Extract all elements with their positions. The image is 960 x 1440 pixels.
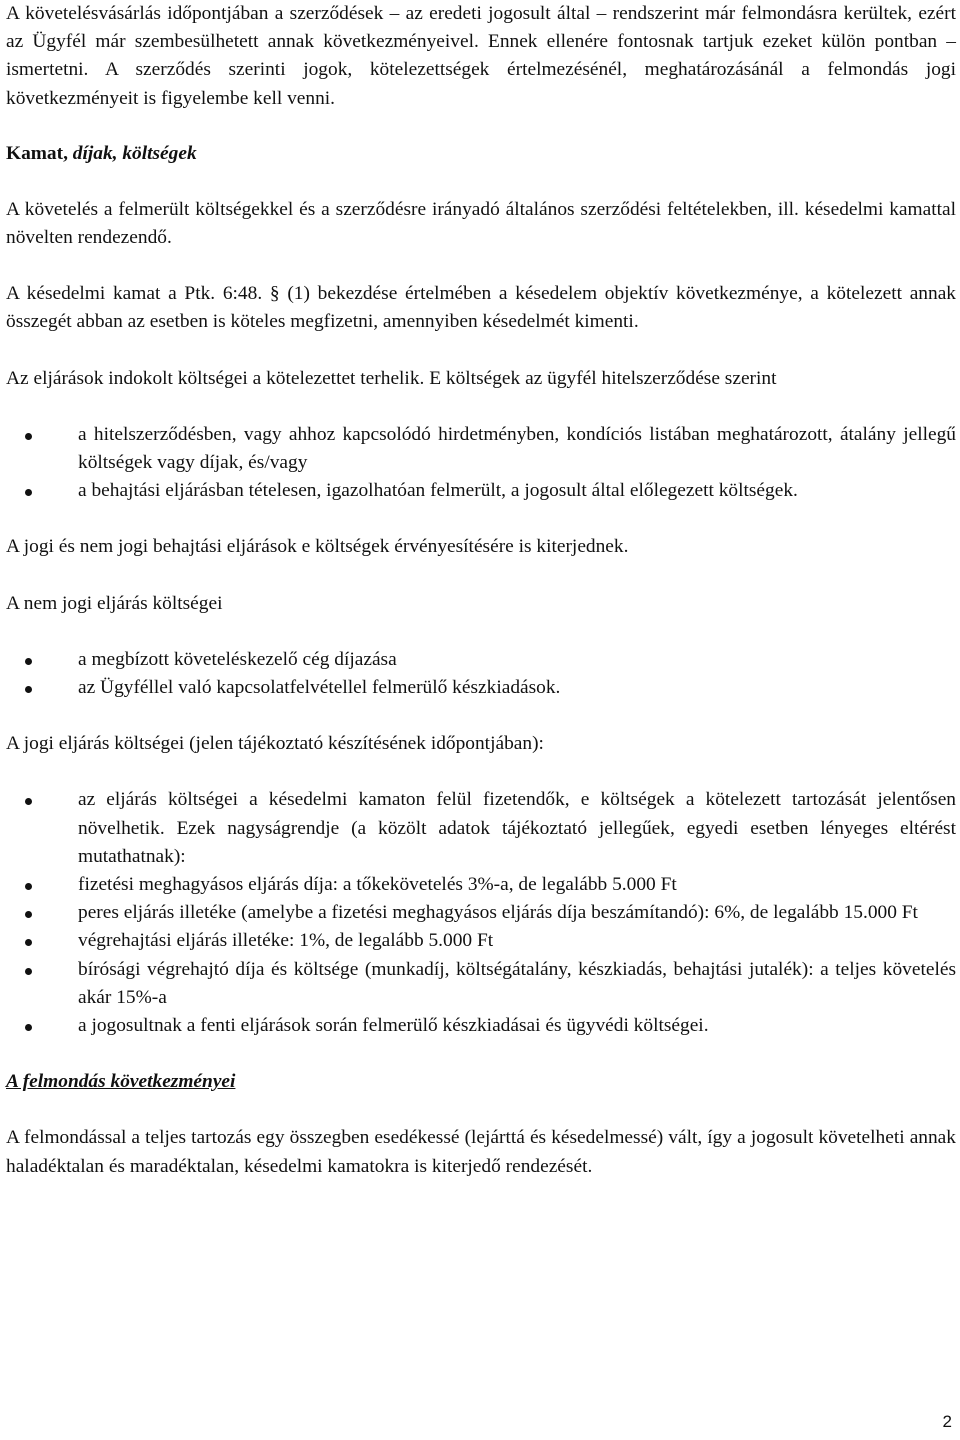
list-item-text: a jogosultnak a fenti eljárások során felmerülő készkiadásai és ügyvédi költségei. bbox=[78, 1015, 709, 1037]
bullet-icon bbox=[25, 433, 32, 440]
termination-paragraph: A felmondással a teljes tartozás egy összegben esedékessé (lejárttá és késedelmessé) vált, így a jogosult követelheti annak haladéktalan és maradéktalan, késedelmi kamatokra is kiterjedő rendezését. bbox=[6, 1127, 956, 1177]
list-item bbox=[6, 786, 956, 871]
late-interest-paragraph: A késedelmi kamat a Ptk. 6:48. § (1) bekezdése értelmében a késedelem objektív következménye, a kötelezett annak összegét abban az esetben is köteles megfizetni, amennyiben késedelmét kimenti. bbox=[6, 283, 956, 333]
bullet-icon bbox=[25, 968, 32, 975]
legal-costs-heading: A jogi eljárás költségei (jelen tájékoztató készítésének időpontjában): bbox=[6, 733, 544, 755]
list-item-text: az eljárás költségei a késedelmi kamaton felül fizetendők, e költségek a kötelezett tartozását jelentősen növelhetik. Ezek nagyságrendje (a közölt adatok tájékoztató jellegűek, egyedi esetben lényeges eltérést mutathatnak): bbox=[78, 789, 956, 867]
list-item bbox=[6, 899, 956, 927]
list-item bbox=[6, 871, 956, 899]
bullet-icon bbox=[25, 911, 32, 918]
list-item bbox=[6, 674, 956, 702]
list-item bbox=[6, 927, 956, 955]
heading-costs-part2: díjak, költségek bbox=[72, 142, 197, 164]
bullet-icon bbox=[25, 686, 32, 693]
section-heading-costs bbox=[6, 140, 956, 168]
page-number: 2 bbox=[942, 1412, 952, 1431]
list-item-text: a behajtási eljárásban tételesen, igazolhatóan felmerült, a jogosult által előlegezett költségek. bbox=[78, 480, 798, 502]
list-item bbox=[6, 646, 956, 674]
intro-paragraph: A követelésvásárlás időpontjában a szerződések – az eredeti jogosult által – rendszerint már felmondásra kerültek, ezért az Ügyfél már szembesülhetett annak következményeivel. Ennek ellenére fontosnak tartjuk ezeket külön pontban – ismertetni. A szerződés szerinti jogok, kötelezettségek értelmezésénél, meghatározásánál a felmondás jogi következményeit is figyelembe kell venni. bbox=[6, 3, 956, 109]
list-item-text: végrehajtási eljárás illetéke: 1%, de legalább 5.000 Ft bbox=[78, 930, 494, 952]
legal-costs-list bbox=[6, 786, 956, 1040]
bullet-icon bbox=[25, 1024, 32, 1031]
contract-costs-list bbox=[6, 421, 956, 506]
bullet-icon bbox=[25, 798, 32, 805]
list-item bbox=[6, 1012, 956, 1040]
termination-heading: A felmondás következményei bbox=[6, 1071, 236, 1093]
list-item-text: bírósági végrehajtó díja és költsége (munkadíj, költségátalány, készkiadás, behajtási jutalék): a teljes követelés akár 15%-a bbox=[78, 958, 956, 1008]
claim-paragraph: A követelés a felmerült költségekkel és a szerződésre irányadó általános szerződési feltételekben, ill. késedelmi kamattal növelten rendezendő. bbox=[6, 198, 956, 249]
list-item bbox=[6, 477, 956, 505]
list-item-text: a hitelszerződésben, vagy ahhoz kapcsolódó hirdetményben, kondíciós listában meghatározott, átalány jellegű költségek vagy díjak, és/vagy bbox=[78, 423, 956, 474]
bullet-icon bbox=[25, 658, 32, 665]
list-item bbox=[6, 421, 956, 477]
procedure-costs-paragraph: Az eljárások indokolt költségei a kötelezettet terhelik. E költségek az ügyfél hitelszerződése szerint bbox=[6, 367, 777, 389]
list-item-text: peres eljárás illetéke (amelybe a fizetési meghagyásos eljárás díja beszámítandó): 6%, de legalább 15.000 Ft bbox=[78, 902, 918, 924]
bullet-icon bbox=[25, 883, 32, 890]
list-item-text: a megbízott követeléskezelő cég díjazása bbox=[78, 648, 397, 670]
bullet-icon bbox=[25, 489, 32, 496]
nonlegal-costs-list bbox=[6, 646, 956, 702]
list-item-text: fizetési meghagyásos eljárás díja: a tőkekövetelés 3%-a, de legalább 5.000 Ft bbox=[78, 874, 677, 896]
nonlegal-costs-heading: A nem jogi eljárás költségei bbox=[6, 592, 223, 614]
list-item bbox=[6, 956, 956, 1012]
document-page bbox=[6, 0, 956, 1181]
legal-nonlegal-paragraph: A jogi és nem jogi behajtási eljárások e költségek érvényesítésére is kiterjednek. bbox=[6, 536, 629, 558]
heading-costs-part1: Kamat, bbox=[6, 142, 73, 164]
bullet-icon bbox=[25, 939, 32, 946]
list-item-text: az Ügyféllel való kapcsolatfelvétellel felmerülő készkiadások. bbox=[78, 677, 561, 699]
